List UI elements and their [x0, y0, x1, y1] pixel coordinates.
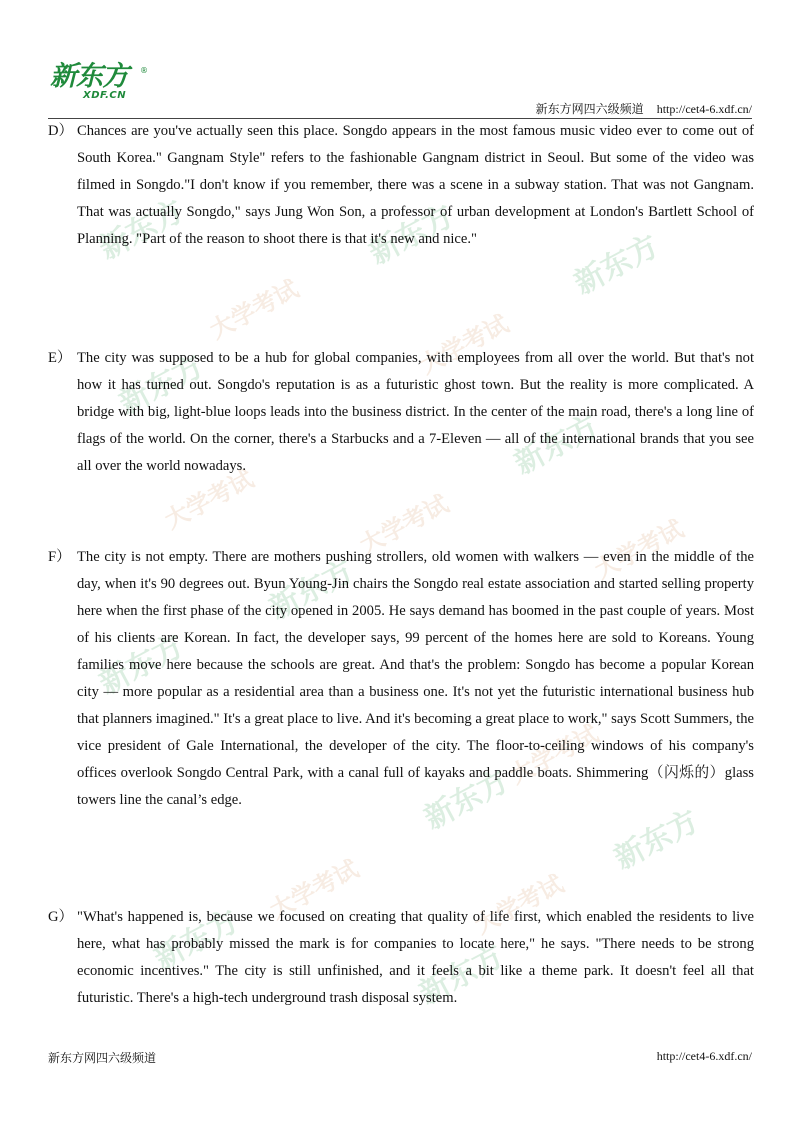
watermark-logo: 新东方: [508, 408, 605, 482]
header-site-url[interactable]: http://cet4-6.xdf.cn/: [656, 102, 752, 116]
xdf-logo: [50, 62, 170, 106]
paragraph-e: [48, 345, 754, 480]
paragraph-label: E）: [48, 350, 72, 366]
watermark-exam: 大学考试: [505, 719, 604, 790]
logo-english-text: XDF.CN: [83, 90, 127, 101]
watermark-logo: 新东方: [93, 628, 190, 702]
watermark-exam: 大学考试: [355, 489, 454, 560]
watermark-exam: 大学考试: [415, 309, 514, 380]
paragraph-text: The city was supposed to be a hub for global companies, with employees from all over the world. But that's not how it has turned out. Songdo's reputation is as a futuristic ghost town. But the reality is more complicated. A bridge with big, light-blue loops leads into the business district. In the center of the main road, there's a long line of flags of the world. On the corner, there's a Starbucks and a 7-Eleven — all of the international brands that you see all over the world nowadays.: [77, 350, 754, 474]
paragraph-text: Chances are you've actually seen this place. Songdo appears in the most famous music video ever to come out of South Korea." Gangnam Style" refers to the fashionable Gangnam district in Seoul. But some of the video was filmed in Songdo."I don't know if you remember, there was a scene in a subway station. That was not Gangnam. That was actually Songdo," says Jung Won Son, a professor of urban development at London's Bartlett School of Planning. "Part of the reason to shoot there is that it's new and nice.": [77, 123, 754, 247]
logo-registered-mark: ®: [140, 66, 148, 75]
header-site-info: [536, 100, 752, 117]
footer-site-name: 新东方网四六级频道: [48, 1051, 157, 1065]
watermark-exam: 大学考试: [205, 274, 304, 345]
watermark-logo: 新东方: [93, 193, 190, 267]
header-site-name: 新东方网四六级频道: [535, 102, 644, 116]
watermark-logo: 新东方: [363, 198, 460, 272]
footer-site-url[interactable]: http://cet4-6.xdf.cn/: [656, 1049, 752, 1063]
watermark-logo: 新东方: [608, 803, 705, 877]
paragraph-text: "What's happened is, because we focused on creating that quality of life first, which enabled the residents to live here, what has probably missed the mark is for companies to locate here," he says. "There needs to be strong economic incentives." The city is still unfinished, and it feels a bit like a theme park. It doesn't feel all that futuristic. There's a high-tech underground trash disposal system.: [77, 909, 754, 1006]
paragraph-g: [48, 904, 754, 1012]
watermark-logo: 新东方: [113, 348, 210, 422]
watermark-exam: 大学考试: [470, 869, 569, 940]
watermark-exam: 大学考试: [160, 464, 259, 535]
watermark-logo: 新东方: [263, 553, 360, 627]
paragraph-label: D）: [48, 123, 74, 139]
watermark-logo: 新东方: [413, 938, 510, 1012]
watermark-logo: 新东方: [148, 903, 245, 977]
watermark-logo: 新东方: [418, 763, 515, 837]
paragraph-label: F）: [48, 549, 71, 565]
watermark-exam: 大学考试: [590, 514, 689, 585]
paragraph-text: The city is not empty. There are mothers pushing strollers, old women with walkers — even in the middle of the day, when it's 90 degrees out. Byun Young-Jin chairs the Songdo real estate association and started selling property here when the first phase of the city opened in 2005. He says demand has boomed in the past couple of years. Most of his clients are Korean. In fact, the developer says, 99 percent of the homes here are sold to Koreans. Young families move here because the schools are great. And that's the problem: Songdo has become a popular Korean city — more popular as a residential area than a business one. It's not yet the futuristic international business hub that planners imagined." It's a great place to live. And it's becoming a great place to work," says Scott Summers, the vice president of Gale International, the developer of the city. The floor-to-ceiling windows of his company's offices overlook Songdo Central Park, with a canal full of kayaks and paddle boats. Shimmering（闪烁的）glass towers line the canal’s edge.: [77, 549, 754, 808]
watermark-logo: 新东方: [568, 228, 665, 302]
paragraph-f: [48, 544, 754, 814]
paragraph-label: G）: [48, 909, 74, 925]
paragraph-d: [48, 118, 754, 253]
watermark-exam: 大学考试: [265, 854, 364, 925]
logo-chinese-text: 新东方: [50, 61, 128, 92]
